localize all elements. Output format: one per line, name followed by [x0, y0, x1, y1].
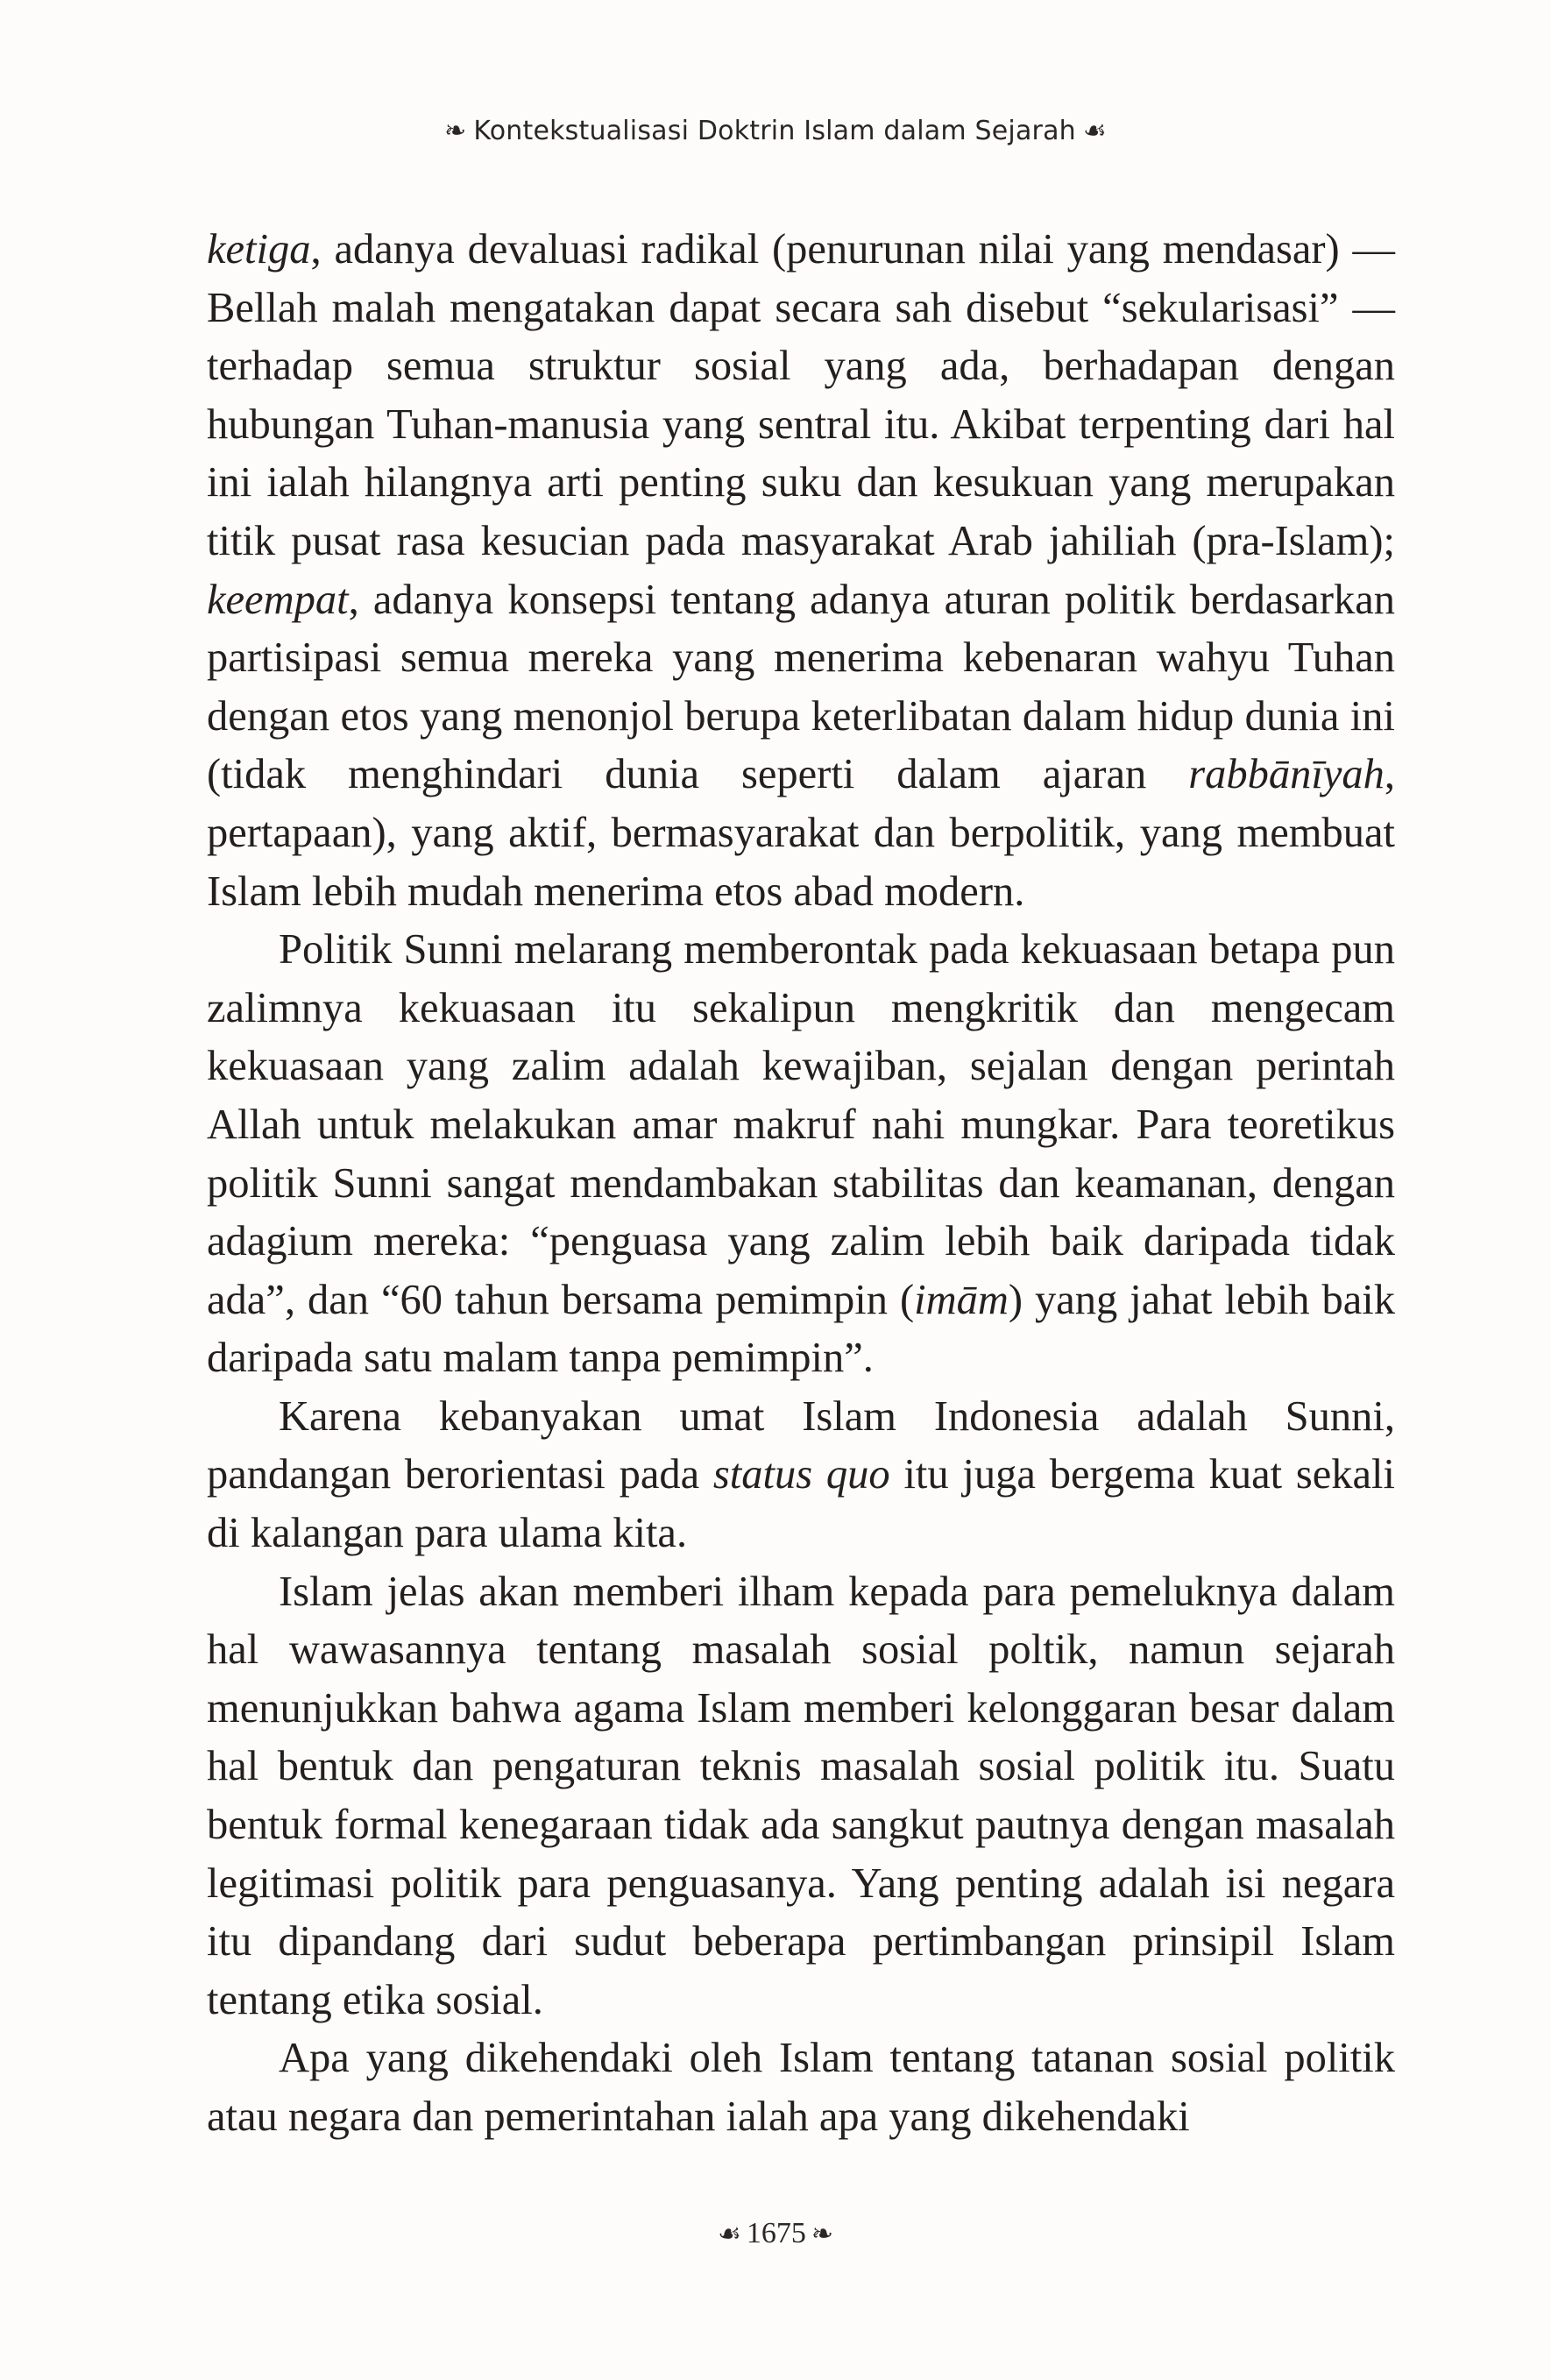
text-run: Politik Sunni melarang memberontak pada kekuasaan betapa pun zalimnya kekuasaan itu sekalipun mengkritik dan mengecam kekuasaan yang zalim adalah kewajiban, sejalan dengan perintah Allah untuk melakukan amar makruf nahi mungkar. Para teoretikus politik Sunni sangat mendambakan stabilitas dan keamanan, dengan adagium mereka: “penguasa yang zalim lebih baik daripada tidak ada”, dan “60 tahun bersama pemimpin (: [207, 926, 1395, 1323]
body-paragraph: [207, 1563, 1395, 2030]
page-number: 1675: [746, 2217, 806, 2249]
text-run: Islam jelas akan memberi ilham kepada para pemeluknya dalam hal wawasannya tentang masalah sosial poltik, namun sejarah menunjukkan bahwa agama Islam memberi kelonggaran besar dalam hal bentuk dan pengaturan teknis masalah sosial politik itu. Suatu bentuk formal kenegaraan tidak ada sangkut pautnya dengan masalah legitimasi politik para penguasanya. Yang penting adalah isi negara itu dipandang dari sudut beberapa pertimbangan prinsipil Islam tentang etika sosial.: [207, 1568, 1395, 2023]
left-ornament-icon: ❧: [444, 116, 467, 146]
text-run: , pertapaan), yang aktif, bermasyarakat dan berpolitik, yang membuat Islam lebih mudah menerima etos abad modern.: [207, 751, 1395, 915]
text-run: ) yang jahat lebih baik daripada satu malam tanpa pemimpin”.: [207, 1276, 1395, 1382]
text-run: Karena kebanyakan umat Islam Indonesia adalah Sunni, pandangan berorientasi pada: [207, 1392, 1395, 1498]
right-ornament-icon: ❧: [811, 2219, 834, 2249]
italic-term: imām: [914, 1276, 1009, 1323]
italic-term: ketiga: [207, 226, 311, 273]
right-ornament-icon: ☙: [1082, 116, 1107, 146]
body-text: [207, 221, 1395, 2147]
text-run: , adanya konsepsi tentang adanya aturan politik berdasarkan partisipasi semua mereka yang menerima kebenaran wahyu Tuhan dengan etos yang menonjol berupa keterlibatan dalam hidup dunia ini (tidak menghindari dunia seperti dalam ajaran: [207, 576, 1395, 798]
text-run: Apa yang dikehendaki oleh Islam tentang tatanan sosial politik atau negara dan pemerintahan ialah apa yang dikehendaki: [207, 2035, 1395, 2140]
page-footer: [0, 2217, 1551, 2250]
running-header-title: Kontekstualisasi Doktrin Islam dalam Sejarah: [473, 116, 1076, 146]
italic-term: rabbānīyah: [1188, 751, 1385, 798]
body-paragraph: [207, 921, 1395, 1388]
left-ornament-icon: ☙: [717, 2219, 741, 2249]
text-run: , adanya devaluasi radikal (penurunan nilai yang mendasar) — Bellah malah mengatakan dapat secara sah disebut “sekularisasi” — terhadap semua struktur sosial yang ada, berhadapan dengan hubungan Tuhan-manusia yang sentral itu. Akibat terpenting dari hal ini ialah hilangnya arti penting suku dan kesukuan yang merupakan titik pusat rasa kesucian pada masyarakat Arab jahiliah (pra-Islam);: [207, 226, 1395, 564]
italic-term: keempat: [207, 576, 349, 623]
running-header: [0, 116, 1551, 146]
italic-term: status quo: [712, 1451, 890, 1498]
text-run: itu juga bergema kuat sekali di kalangan para ulama kita.: [207, 1451, 1395, 1557]
body-paragraph: [207, 1388, 1395, 1563]
body-paragraph: [207, 2029, 1395, 2146]
body-paragraph: [207, 221, 1395, 921]
